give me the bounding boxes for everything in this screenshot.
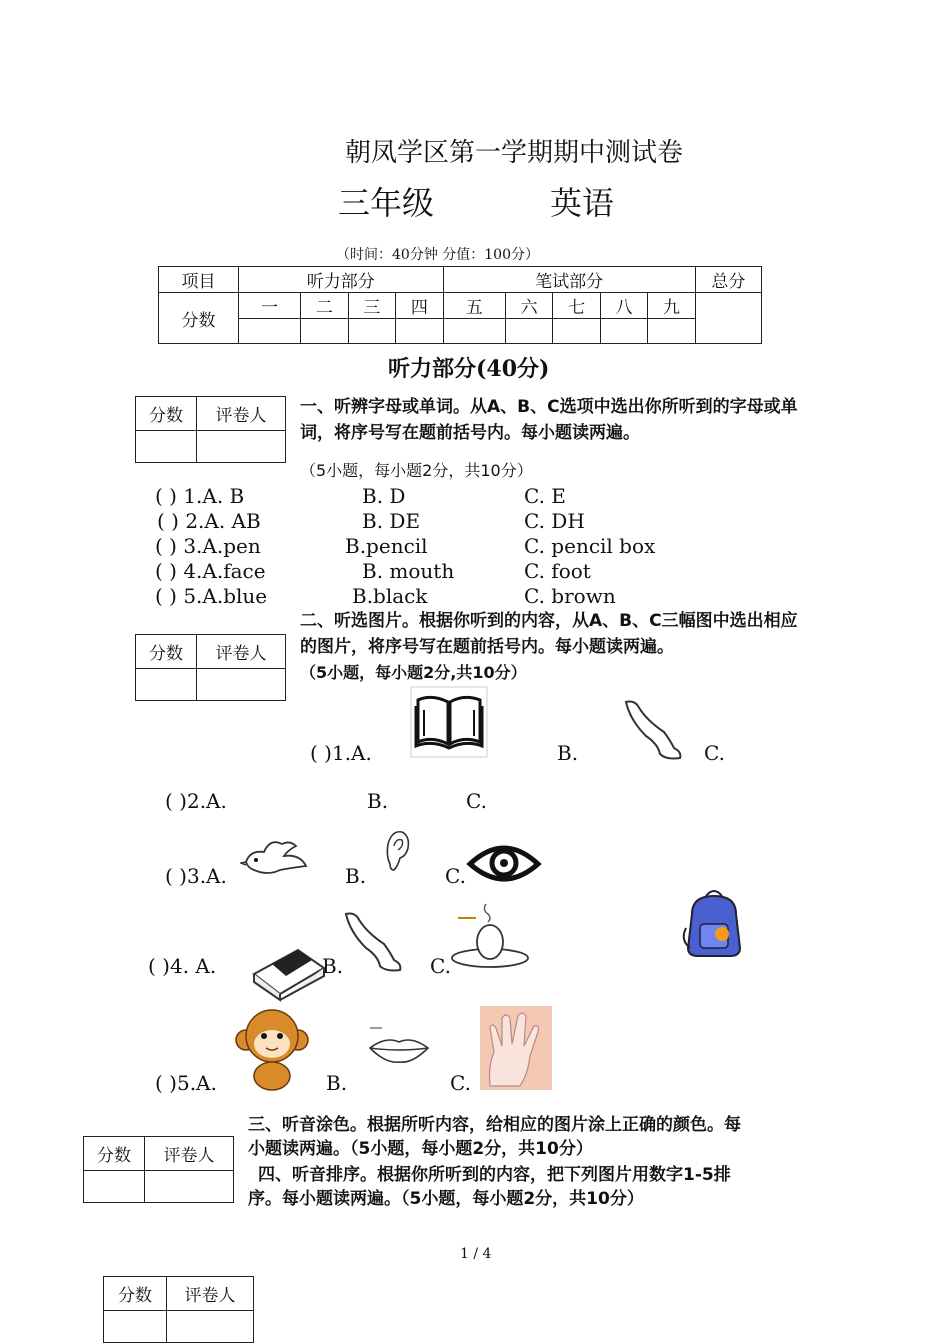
monkey-icon bbox=[232, 1006, 312, 1092]
grade-score-cell[interactable] bbox=[84, 1171, 145, 1203]
p1-c-label: C. bbox=[704, 741, 725, 765]
grade-score-label: 分数 bbox=[84, 1137, 145, 1171]
q4-option-c: C. foot bbox=[524, 559, 591, 583]
score-cell[interactable] bbox=[348, 319, 395, 344]
grade-grader-cell[interactable] bbox=[167, 1311, 254, 1343]
grade-grader-cell[interactable] bbox=[145, 1171, 234, 1203]
part3-line2: 小题读两遍。（5小题，每小题2分，共10分） bbox=[248, 1139, 593, 1159]
grade-score-label: 分数 bbox=[104, 1277, 167, 1311]
score-cell[interactable] bbox=[301, 319, 348, 344]
grade-box bbox=[135, 396, 286, 463]
score-cell[interactable] bbox=[443, 319, 505, 344]
p2-a-label: ( )2.A. bbox=[165, 789, 227, 813]
score-table bbox=[158, 266, 762, 344]
q1-option-c: C. E bbox=[524, 484, 566, 508]
section-number: 四 bbox=[396, 293, 443, 319]
hand-icon bbox=[480, 1006, 552, 1090]
grade-grader-cell[interactable] bbox=[197, 431, 286, 463]
score-cell[interactable] bbox=[553, 319, 600, 344]
p4-b-label: B. bbox=[322, 954, 344, 978]
section-number: 九 bbox=[648, 293, 695, 319]
section-number: 一 bbox=[238, 293, 300, 319]
q3-number: ( ) 3.A.pen bbox=[155, 534, 261, 558]
grade-score-cell[interactable] bbox=[136, 431, 197, 463]
q1-number: ( ) 1.A. B bbox=[155, 484, 245, 508]
q1-option-b: B. D bbox=[362, 484, 406, 508]
grade-box bbox=[83, 1136, 234, 1203]
p3-b-label: B. bbox=[345, 864, 367, 888]
bird-icon bbox=[240, 832, 310, 880]
q4-option-b: B. mouth bbox=[362, 559, 455, 583]
part4-line1: 四、听音排序。根据你所听到的内容，把下列图片用数字1-5排 bbox=[258, 1165, 731, 1185]
part1-points: （5小题，每小题2分，共10分） bbox=[300, 461, 533, 480]
ear-icon bbox=[382, 828, 412, 872]
section-number: 二 bbox=[301, 293, 348, 319]
exam-title: 朝凤学区第一学期期中测试卷 bbox=[345, 138, 684, 168]
grade-grader-label: 评卷人 bbox=[197, 635, 286, 669]
part2-points: （5小题，每小题2分,共10分） bbox=[300, 663, 527, 682]
grade-grader-label: 评卷人 bbox=[197, 397, 286, 431]
listening-header: 听力部分 bbox=[238, 267, 443, 293]
score-cell[interactable] bbox=[505, 319, 552, 344]
p4-a-label: ( )4. A. bbox=[148, 954, 217, 978]
part1-instruction: 一、听辨字母或单词。从A、B、C选项中选出你所听到的字母或单词，将序号写在题前括号内。每小题读两遍。 bbox=[300, 397, 798, 443]
score-row-label: 分数 bbox=[159, 293, 239, 344]
grade-score-label: 分数 bbox=[136, 397, 197, 431]
total-header: 总分 bbox=[695, 267, 761, 293]
p2-b-label: B. bbox=[367, 789, 389, 813]
part2-instruction: 二、听选图片。根据你听到的内容，从A、B、C三幅图中选出相应的图片，将序号写在题前括号内。每小题读两遍。 bbox=[300, 611, 798, 657]
eye-icon bbox=[466, 838, 542, 888]
leg-icon bbox=[620, 696, 686, 762]
p4-c-label: C. bbox=[430, 954, 451, 978]
p1-a-label: ( )1.A. bbox=[310, 741, 372, 765]
score-cell[interactable] bbox=[648, 319, 695, 344]
q2-option-c: C. DH bbox=[524, 509, 585, 533]
grade-grader-label: 评卷人 bbox=[145, 1137, 234, 1171]
section-number: 六 bbox=[505, 293, 552, 319]
book-icon bbox=[410, 686, 488, 758]
p5-a-label: ( )5.A. bbox=[155, 1071, 217, 1095]
p3-c-label: C. bbox=[445, 864, 466, 888]
p5-b-label: B. bbox=[326, 1071, 348, 1095]
q3-option-b: B.pencil bbox=[345, 534, 428, 558]
p1-b-label: B. bbox=[557, 741, 579, 765]
grade-grader-cell[interactable] bbox=[197, 669, 286, 701]
total-score-cell[interactable] bbox=[695, 293, 761, 344]
q2-number: ( ) 2.A. AB bbox=[157, 509, 261, 533]
egg-icon bbox=[448, 900, 532, 970]
grade-label: 三年级 bbox=[338, 184, 435, 222]
q2-option-b: B. DE bbox=[362, 509, 421, 533]
leg-icon bbox=[340, 908, 406, 974]
q5-number: ( ) 5.A.blue bbox=[155, 584, 268, 608]
part3-line1: 三、听音涂色。根据所听内容，给相应的图片涂上正确的颜色。每 bbox=[248, 1115, 741, 1135]
score-cell[interactable] bbox=[600, 319, 647, 344]
eraser-icon bbox=[250, 944, 328, 1002]
section-number: 八 bbox=[600, 293, 647, 319]
q4-number: ( ) 4.A.face bbox=[155, 559, 266, 583]
p5-c-label: C. bbox=[450, 1071, 471, 1095]
q3-option-c: C. pencil box bbox=[524, 534, 656, 558]
written-header: 笔试部分 bbox=[443, 267, 695, 293]
grade-grader-label: 评卷人 bbox=[167, 1277, 254, 1311]
subject-label: 英语 bbox=[550, 184, 615, 222]
listening-section-title: 听力部分(40分) bbox=[388, 356, 550, 382]
item-header: 项目 bbox=[159, 267, 239, 293]
q5-option-c: C. brown bbox=[524, 584, 616, 608]
section-number: 三 bbox=[348, 293, 395, 319]
backpack-icon bbox=[678, 888, 750, 960]
q5-option-b: B.black bbox=[352, 584, 428, 608]
section-number: 七 bbox=[553, 293, 600, 319]
grade-score-cell[interactable] bbox=[136, 669, 197, 701]
part4-line2: 序。每小题读两遍。（5小题，每小题2分，共10分） bbox=[248, 1189, 644, 1209]
grade-box bbox=[103, 1276, 254, 1343]
p2-c-label: C. bbox=[466, 789, 487, 813]
score-cell[interactable] bbox=[238, 319, 300, 344]
page-number: 1 / 4 bbox=[460, 1246, 492, 1262]
grade-score-cell[interactable] bbox=[104, 1311, 167, 1343]
grade-score-label: 分数 bbox=[136, 635, 197, 669]
p3-a-label: ( )3.A. bbox=[165, 864, 227, 888]
section-number: 五 bbox=[443, 293, 505, 319]
score-cell[interactable] bbox=[396, 319, 443, 344]
exam-meta: （时间：40分钟 分值：100分） bbox=[336, 247, 539, 263]
mouth-icon bbox=[366, 1024, 432, 1068]
grade-box bbox=[135, 634, 286, 701]
